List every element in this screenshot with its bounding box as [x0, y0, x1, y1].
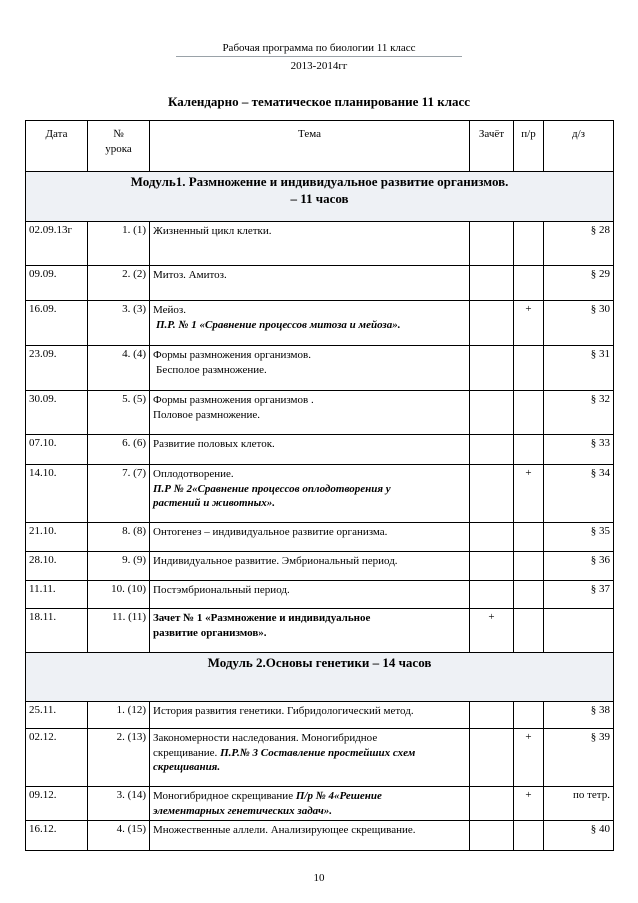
- table-header-row: [26, 121, 614, 172]
- cell-topic: Постэмбриональный период.: [150, 581, 470, 609]
- practical-work-text: растений и животных».: [153, 497, 276, 510]
- topic-text: Половое размножение.: [153, 408, 261, 421]
- practical-work-text: П.Р.№ 3 Составление простейших схем: [220, 746, 416, 759]
- cell-lesson-number: 11. (11): [88, 609, 150, 653]
- cell-homework: § 34: [544, 465, 614, 523]
- table-row: [26, 787, 614, 821]
- column-header-zachet: Зачёт: [470, 121, 514, 172]
- practical-work-text: П/р № 4«Решение: [295, 790, 382, 802]
- column-header-topic: Тема: [150, 121, 470, 172]
- module-title: [26, 172, 614, 222]
- cell-topic: Митоз. Амитоз.: [150, 266, 470, 301]
- test-title-text: развитие организмов».: [153, 626, 267, 639]
- cell-homework: § 39: [544, 729, 614, 787]
- cell-lesson-number: 6. (6): [88, 435, 150, 465]
- table-row: [26, 552, 614, 581]
- cell-pr: [514, 435, 544, 465]
- practical-work-text: скрещивания.: [153, 761, 221, 774]
- cell-homework: § 40: [544, 821, 614, 851]
- lesson-number-symbol: №: [113, 128, 124, 140]
- table-row: [26, 435, 614, 465]
- column-header-date: Дата: [26, 121, 88, 172]
- cell-homework: § 28: [544, 222, 614, 266]
- cell-homework: § 33: [544, 435, 614, 465]
- practical-work-text: элементарных генетических задач».: [153, 804, 333, 817]
- cell-zachet: [470, 465, 514, 523]
- cell-topic: Множественные аллели. Анализирующее скрещивание.: [150, 821, 470, 851]
- page-number: 10: [313, 872, 325, 884]
- cell-pr: +: [514, 465, 544, 523]
- table-row: [26, 609, 614, 653]
- planning-table: [25, 120, 614, 851]
- cell-zachet: [470, 729, 514, 787]
- practical-work-text: П.Р № 2«Сравнение процессов оплодотворения у: [153, 482, 391, 495]
- table-row: [26, 821, 614, 851]
- cell-homework: § 37: [544, 581, 614, 609]
- cell-zachet: +: [470, 609, 514, 653]
- cell-pr: [514, 222, 544, 266]
- cell-date: 16.12.: [26, 821, 88, 851]
- cell-topic: Развитие половых клеток.: [150, 435, 470, 465]
- table-row: [26, 266, 614, 301]
- cell-date: 28.10.: [26, 552, 88, 581]
- cell-homework: [544, 609, 614, 653]
- cell-zachet: [470, 346, 514, 391]
- topic-text: Оплодотворение.: [153, 468, 234, 480]
- cell-pr: [514, 346, 544, 391]
- page-title: Календарно – тематическое планирование 11 класс: [167, 94, 471, 109]
- cell-homework: § 31: [544, 346, 614, 391]
- cell-pr: [514, 266, 544, 301]
- table-row: [26, 346, 614, 391]
- table-row: [26, 391, 614, 435]
- module-title: Модуль 2.Основы генетики – 14 часов: [26, 653, 614, 702]
- cell-zachet: [470, 301, 514, 346]
- cell-topic: Жизненный цикл клетки.: [150, 222, 470, 266]
- cell-lesson-number: 4. (4): [88, 346, 150, 391]
- cell-zachet: [470, 266, 514, 301]
- cell-date: 14.10.: [26, 465, 88, 523]
- cell-homework: § 36: [544, 552, 614, 581]
- cell-pr: [514, 523, 544, 552]
- cell-zachet: [470, 391, 514, 435]
- cell-date: 25.11.: [26, 702, 88, 729]
- cell-pr: [514, 391, 544, 435]
- cell-date: 16.09.: [26, 301, 88, 346]
- cell-topic: Индивидуальное развитие. Эмбриональный период.: [150, 552, 470, 581]
- document-header-title: Рабочая программа по биологии 11 класс: [222, 42, 416, 54]
- cell-pr: +: [514, 787, 544, 821]
- module-title-line: Модуль1. Размножение и индивидуальное развитие организмов.: [130, 174, 509, 189]
- topic-text: Закономерности наследования. Моногибридное: [153, 732, 378, 744]
- cell-lesson-number: 2. (2): [88, 266, 150, 301]
- cell-lesson-number: 10. (10): [88, 581, 150, 609]
- document-header-years: 2013-2014гг: [290, 60, 348, 72]
- table-row: [26, 465, 614, 523]
- cell-pr: [514, 609, 544, 653]
- cell-topic: [150, 787, 470, 821]
- cell-lesson-number: 1. (12): [88, 702, 150, 729]
- topic-text: скрещивание.: [153, 746, 221, 759]
- cell-lesson-number: 9. (9): [88, 552, 150, 581]
- topic-text: Мейоз.: [153, 304, 186, 316]
- header-divider: [176, 56, 462, 57]
- cell-date: 02.09.13г: [26, 222, 88, 266]
- test-title-text: Зачет № 1 «Размножение и индивидуальное: [153, 612, 371, 624]
- cell-pr: [514, 552, 544, 581]
- lesson-number-word: урока: [105, 142, 132, 155]
- cell-topic: [150, 346, 470, 391]
- cell-topic: [150, 609, 470, 653]
- cell-pr: [514, 702, 544, 729]
- cell-zachet: [470, 222, 514, 266]
- cell-zachet: [470, 523, 514, 552]
- column-header-lesson-number: [88, 121, 150, 172]
- cell-lesson-number: 3. (3): [88, 301, 150, 346]
- topic-text: Формы размножения организмов .: [153, 394, 314, 406]
- cell-lesson-number: 8. (8): [88, 523, 150, 552]
- cell-topic: [150, 391, 470, 435]
- table-row: [26, 729, 614, 787]
- practical-work-text: П.Р. № 1 «Сравнение процессов митоза и мейоза».: [156, 318, 401, 331]
- table-row: [26, 301, 614, 346]
- cell-date: 09.09.: [26, 266, 88, 301]
- cell-topic: История развития генетики. Гибридологический метод.: [150, 702, 470, 729]
- cell-date: 02.12.: [26, 729, 88, 787]
- cell-pr: +: [514, 729, 544, 787]
- cell-zachet: [470, 552, 514, 581]
- topic-text: Формы размножения организмов.: [153, 349, 311, 361]
- cell-date: 23.09.: [26, 346, 88, 391]
- cell-lesson-number: 2. (13): [88, 729, 150, 787]
- module-row: [26, 172, 614, 222]
- cell-date: 09.12.: [26, 787, 88, 821]
- cell-pr: [514, 821, 544, 851]
- cell-zachet: [470, 787, 514, 821]
- topic-text: Моногибридное скрещивание: [153, 790, 296, 802]
- cell-topic: Онтогенез – индивидуальное развитие организма.: [150, 523, 470, 552]
- cell-pr: +: [514, 301, 544, 346]
- cell-lesson-number: 3. (14): [88, 787, 150, 821]
- cell-lesson-number: 7. (7): [88, 465, 150, 523]
- cell-zachet: [470, 702, 514, 729]
- cell-date: 18.11.: [26, 609, 88, 653]
- cell-zachet: [470, 435, 514, 465]
- module-row: [26, 653, 614, 702]
- cell-homework: § 38: [544, 702, 614, 729]
- cell-lesson-number: 4. (15): [88, 821, 150, 851]
- cell-topic: [150, 465, 470, 523]
- table-row: [26, 702, 614, 729]
- cell-zachet: [470, 581, 514, 609]
- cell-lesson-number: 5. (5): [88, 391, 150, 435]
- cell-homework: § 32: [544, 391, 614, 435]
- module-title-line: – 11 часов: [290, 190, 349, 206]
- cell-homework: по тетр.: [544, 787, 614, 821]
- table-row: [26, 523, 614, 552]
- table-row: [26, 222, 614, 266]
- cell-date: 21.10.: [26, 523, 88, 552]
- cell-date: 30.09.: [26, 391, 88, 435]
- column-header-dz: д/з: [544, 121, 614, 172]
- cell-lesson-number: 1. (1): [88, 222, 150, 266]
- cell-homework: § 29: [544, 266, 614, 301]
- cell-homework: § 35: [544, 523, 614, 552]
- cell-date: 07.10.: [26, 435, 88, 465]
- column-header-pr: п/р: [514, 121, 544, 172]
- cell-topic: [150, 729, 470, 787]
- cell-date: 11.11.: [26, 581, 88, 609]
- cell-topic: [150, 301, 470, 346]
- table-row: [26, 581, 614, 609]
- cell-zachet: [470, 821, 514, 851]
- cell-pr: [514, 581, 544, 609]
- topic-text: Бесполое размножение.: [156, 363, 267, 376]
- cell-homework: § 30: [544, 301, 614, 346]
